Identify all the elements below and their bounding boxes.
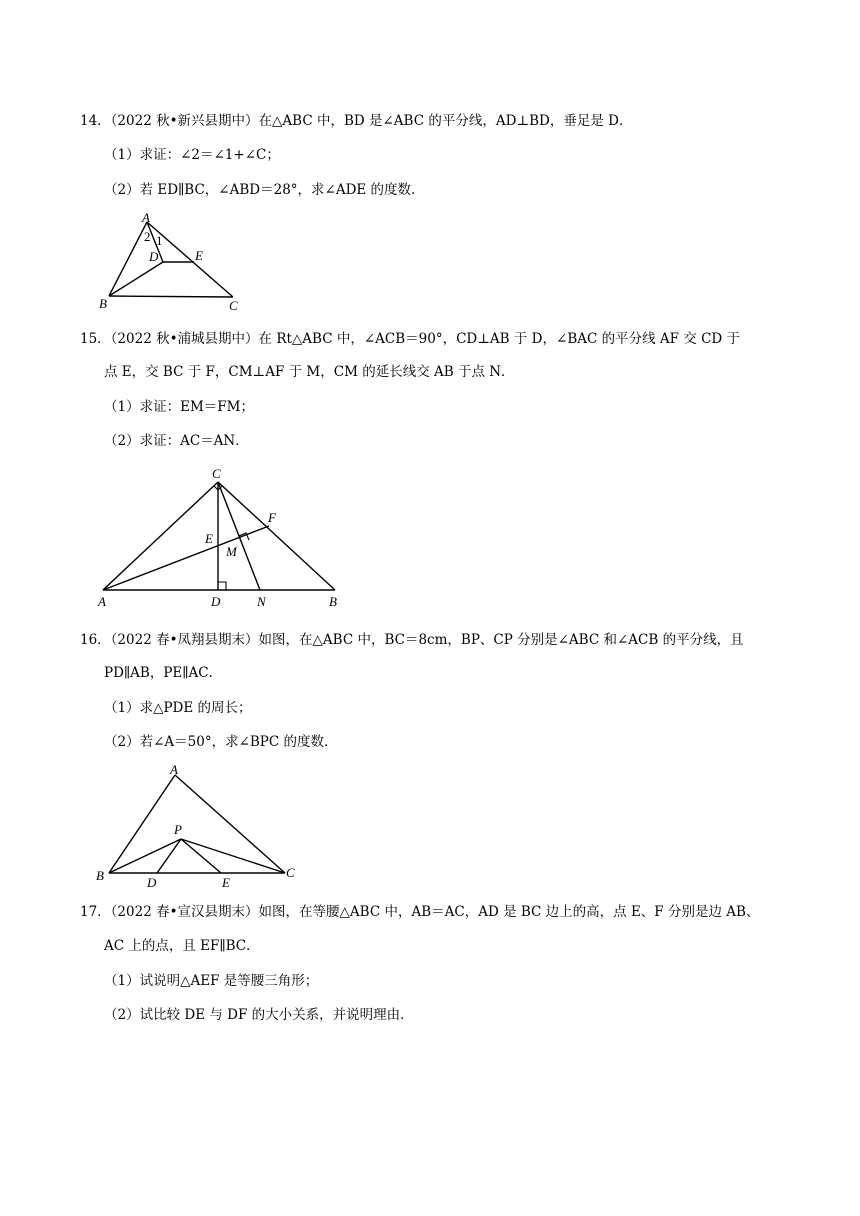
segment-BC (218, 482, 335, 590)
label-A: A (170, 762, 178, 777)
segment-AC (175, 775, 285, 873)
label-B: B (96, 868, 104, 883)
problem-15-stem-line-1: 15．（2022 秋•浦城县期中）在 Rt△ABC 中，∠ACB＝90°，CD⊥AB 于 D，∠BAC 的平分线 AF 交 CD 于 (80, 331, 741, 347)
label-F: F (268, 510, 276, 525)
segment-AC (103, 482, 218, 590)
label-angle-2: 2 (144, 229, 151, 244)
problem-14-part-2: （2）若 ED∥BC，∠ABD＝28°，求∠ADE 的度数． (104, 182, 425, 198)
label-B: B (329, 594, 337, 609)
label-B: B (99, 296, 107, 311)
problem-15-part-1: （1）求证：EM＝FM； (104, 399, 254, 415)
problem-16-figure (95, 763, 305, 888)
problem-17-stem-line-1: 17．（2022 春•宣汉县期末）如图，在等腰△ABC 中，AB＝AC，AD 是 BC 边上的高，点 E、F 分别是边 AB、 (80, 904, 760, 920)
problem-17-part-1: （1）试说明△AEF 是等腰三角形； (104, 973, 319, 989)
label-E: E (222, 875, 230, 890)
label-C: C (286, 865, 295, 880)
label-D: D (149, 249, 159, 264)
problem-17-part-2: （2）试比较 DE 与 DF 的大小关系，并说明理由． (104, 1007, 414, 1023)
label-N: N (257, 594, 266, 609)
problem-14-stem: 14．（2022 秋•新兴县期中）在△ABC 中，BD 是∠ABC 的平分线，AD⊥BD，垂足是 D． (80, 113, 633, 129)
segment-BC (109, 296, 233, 297)
problem-14-figure (95, 212, 255, 312)
label-A: A (98, 594, 106, 609)
problem-16-stem-line-1: 16．（2022 春•凤翔县期末）如图，在△ABC 中，BC＝8cm，BP、CP 分别是∠ABC 和∠ACB 的平分线，且 (80, 632, 744, 648)
segment-AF (103, 526, 269, 590)
label-angle-1: 1 (156, 233, 163, 248)
label-C: C (229, 298, 238, 313)
problem-15-part-2: （2）求证：AC＝AN． (104, 433, 249, 449)
problem-14-part-1: （1）求证：∠2＝∠1+∠C； (104, 147, 280, 163)
label-E: E (195, 248, 203, 263)
label-M: M (226, 544, 237, 559)
problem-16-stem-line-2: PD∥AB，PE∥AC． (104, 665, 223, 681)
segment-PE (181, 839, 221, 873)
segment-AB (109, 222, 147, 296)
label-E: E (205, 531, 213, 546)
segment-AB (109, 775, 175, 873)
problem-15-figure (95, 464, 355, 614)
label-P: P (174, 822, 182, 837)
label-D: D (211, 594, 221, 609)
problem-16-part-2: （2）若∠A＝50°，求∠BPC 的度数． (104, 734, 338, 750)
label-C: C (212, 466, 221, 481)
label-A: A (142, 210, 150, 225)
label-D: D (147, 875, 157, 890)
problem-16-part-1: （1）求△PDE 的周长； (104, 700, 252, 716)
problem-17-stem-line-2: AC 上的点，且 EF∥BC． (104, 938, 260, 954)
problem-15-stem-line-2: 点 E，交 BC 于 F，CM⊥AF 于 M，CM 的延长线交 AB 于点 N． (104, 364, 515, 380)
segment-CP (181, 839, 285, 873)
